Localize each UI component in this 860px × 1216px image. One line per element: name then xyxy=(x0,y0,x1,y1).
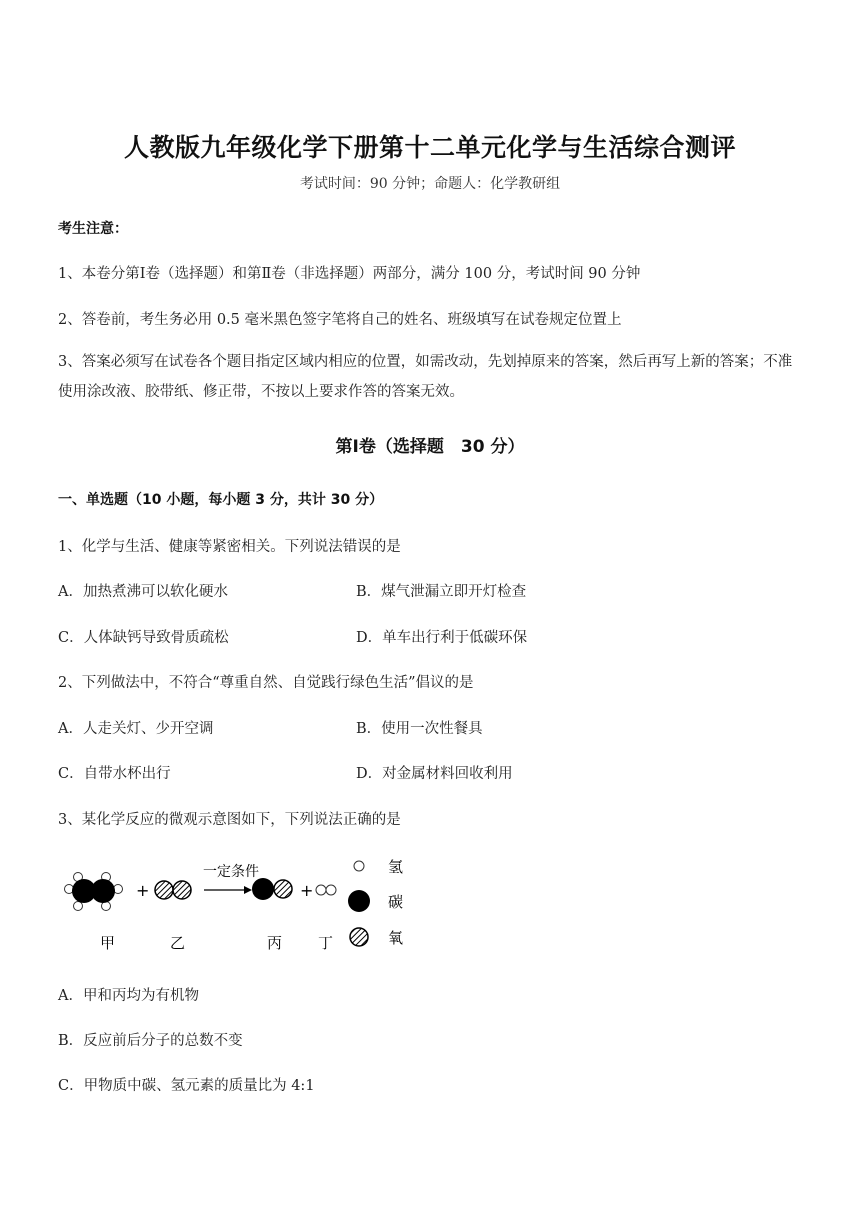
diagram-legend xyxy=(348,858,403,947)
legend-carbon: 碳 xyxy=(388,893,404,911)
notice-heading: 考生注意： xyxy=(58,221,128,237)
label-bing: 丙 xyxy=(267,934,283,952)
question-3-option-c: C．甲物质中碳、氢元素的质量比为 4:1 xyxy=(58,1078,315,1094)
molecule-ding xyxy=(316,885,336,895)
question-3-option-a: A．甲和丙均为有机物 xyxy=(58,988,199,1004)
label-ding: 丁 xyxy=(318,934,334,952)
section-title: 第Ⅰ卷（选择题 30 分） xyxy=(335,437,525,457)
legend-oxygen: 氧 xyxy=(388,929,404,947)
question-2-option-b: B．使用一次性餐具 xyxy=(356,721,483,737)
question-1-option-d: D．单车出行利于低碳环保 xyxy=(356,630,528,646)
question-3-stem: 3、某化学反应的微观示意图如下，下列说法正确的是 xyxy=(58,812,401,828)
question-2-option-a: A．人走关灯、少开空调 xyxy=(58,721,214,737)
exam-info: 考试时间：90 分钟；命题人：化学教研组 xyxy=(299,176,561,192)
legend-hydrogen: 氢 xyxy=(388,858,404,876)
question-1-stem: 1、化学与生活、健康等紧密相关。下列说法错误的是 xyxy=(58,539,401,555)
molecule-jia xyxy=(65,873,123,911)
label-jia: 甲 xyxy=(100,934,116,952)
label-yi: 乙 xyxy=(170,934,186,952)
reaction-condition: 一定条件 xyxy=(203,864,259,880)
plus-sign-2: + xyxy=(300,881,314,900)
molecule-yi xyxy=(155,881,191,899)
notice-item-1: 1、本卷分第Ⅰ卷（选择题）和第Ⅱ卷（非选择题）两部分，满分 100 分，考试时间 90 分钟 xyxy=(58,266,641,282)
plus-sign: + xyxy=(136,881,150,900)
legend-oxygen-symbol xyxy=(350,928,368,946)
question-1-option-c: C．人体缺钙导致骨质疏松 xyxy=(58,630,229,646)
document-title: 人教版九年级化学下册第十二单元化学与生活综合测评 xyxy=(123,133,736,162)
part-heading: 一、单选题（10 小题，每小题 3 分，共计 30 分） xyxy=(58,492,384,508)
question-3-option-b: B．反应前后分子的总数不变 xyxy=(58,1033,243,1049)
question-1-option-b: B．煤气泄漏立即开灯检查 xyxy=(356,584,527,600)
reaction-diagram xyxy=(58,852,418,952)
molecule-bing xyxy=(252,878,292,900)
question-2-option-d: D．对金属材料回收利用 xyxy=(356,766,513,782)
notice-item-3: 3、答案必须写在试卷各个题目指定区域内相应的位置，如需改动，先划掉原来的答案，然后再写上新的答案；不准使用涂改液、胶带纸、修正带，不按以上要求作答的答案无效。 xyxy=(58,354,793,400)
notice-item-2: 2、答卷前，考生务必用 0.5 毫米黑色签字笔将自己的姓名、班级填写在试卷规定位置上 xyxy=(58,312,622,328)
question-2-stem: 2、下列做法中，不符合“尊重自然、自觉践行绿色生活”倡议的是 xyxy=(58,675,474,691)
question-2-option-c: C．自带水杯出行 xyxy=(58,766,171,782)
question-1-option-a: A．加热煮沸可以软化硬水 xyxy=(58,584,228,600)
legend-carbon-symbol xyxy=(348,890,370,912)
legend-hydrogen-symbol xyxy=(354,861,364,871)
reaction-arrow xyxy=(204,886,252,894)
